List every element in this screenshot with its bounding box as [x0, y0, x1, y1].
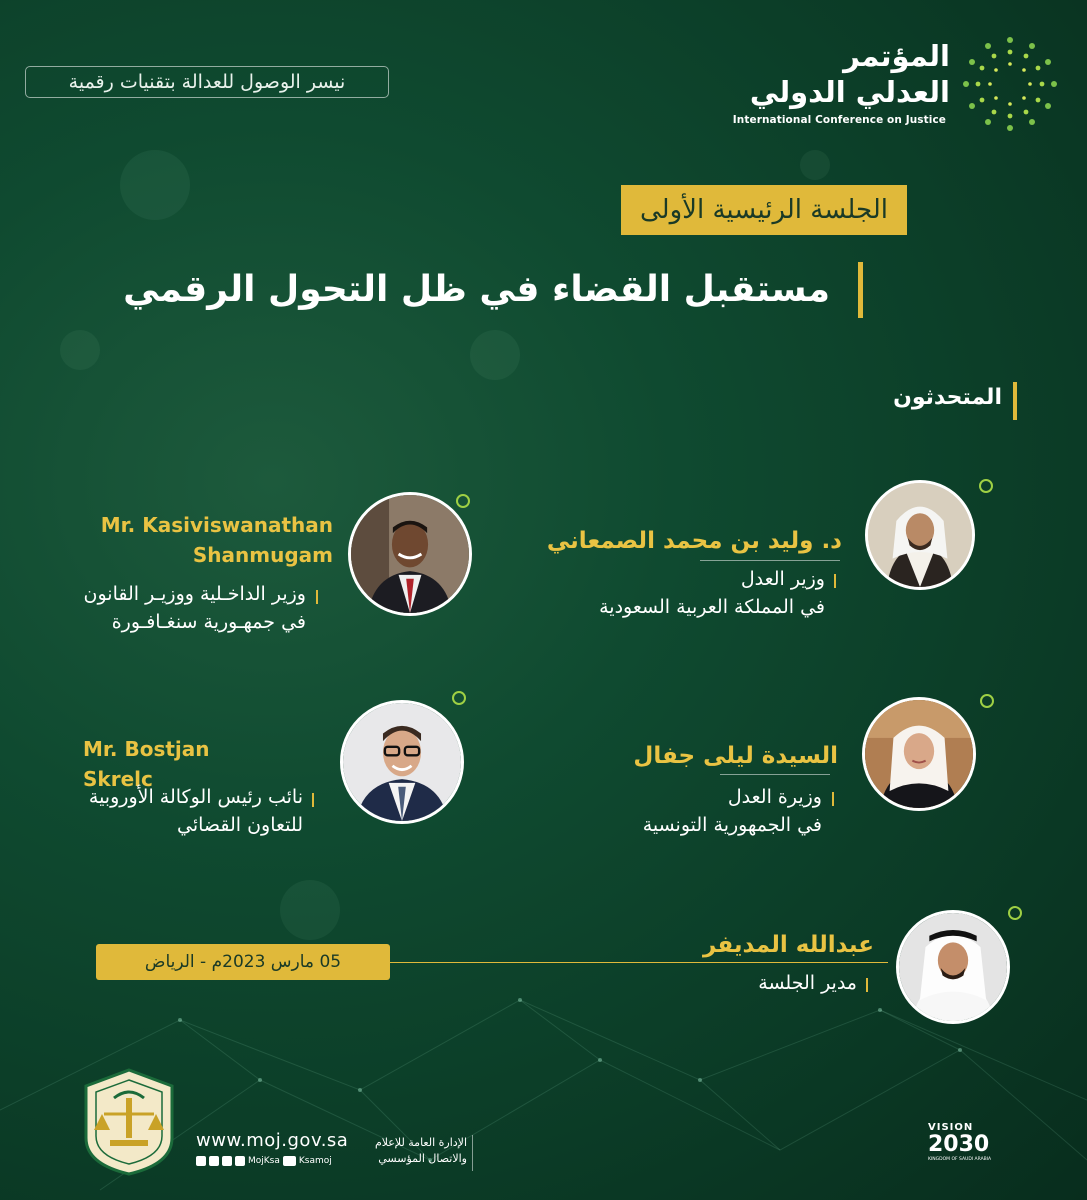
person-icon	[899, 913, 1007, 1021]
decorative-ring	[980, 694, 994, 708]
speaker-role	[84, 580, 306, 636]
speaker-role-line2: في الجمهورية التونسية	[642, 814, 822, 836]
conference-title-line1: المؤتمر	[843, 39, 950, 73]
speaker-role	[599, 565, 825, 621]
speakers-heading: المتحدثون	[893, 385, 1002, 410]
title-accent-bar	[858, 262, 863, 318]
vision-country: KINGDOM OF SAUDI ARABIA	[928, 1157, 992, 1162]
role-accent-bar	[312, 793, 314, 807]
vision-year: 2030	[928, 1132, 990, 1157]
speaker-role-line1: وزيرة العدل	[727, 786, 822, 808]
snapchat-icon[interactable]	[222, 1156, 232, 1166]
tagline-box: نيسر الوصول للعدالة بتقنيات رقمية	[25, 66, 389, 98]
ministry-emblem-icon	[80, 1068, 178, 1176]
bokeh-circle	[800, 150, 830, 180]
conference-title-line2: العدلي الدولي	[749, 75, 950, 109]
speaker-role	[643, 783, 822, 839]
speaker-name: السيدة ليلى جفال	[633, 743, 838, 769]
role-accent-bar	[832, 792, 834, 806]
instagram-icon[interactable]	[209, 1156, 219, 1166]
decorative-ring	[456, 494, 470, 508]
role-accent-bar	[316, 590, 318, 604]
department-line1: الإدارة العامة للإعلام	[374, 1136, 467, 1149]
vision-2030-icon	[928, 1122, 1006, 1182]
conference-title	[750, 38, 950, 110]
website-link[interactable]: www.moj.gov.sa	[196, 1130, 349, 1151]
speaker-role-line1: وزير العدل	[740, 568, 825, 590]
speaker-photo	[865, 480, 975, 590]
moderator-role: مدير الجلسة	[758, 972, 857, 994]
speaker-name-line1: Mr. Kasiviswanathan	[100, 513, 333, 537]
department-name	[374, 1135, 467, 1167]
decorative-ring	[1008, 906, 1022, 920]
bokeh-circle	[120, 150, 190, 220]
session-title: مستقبل القضاء في ظل التحول الرقمي	[123, 269, 830, 310]
speaker-role	[89, 783, 303, 839]
name-underline	[700, 560, 840, 561]
vision-label: VISION	[928, 1122, 974, 1133]
department-line2: والاتصال المؤسسي	[378, 1152, 467, 1165]
person-icon	[865, 700, 973, 808]
speaker-role-line2: في المملكة العربية السعودية	[599, 596, 825, 618]
speaker-photo	[340, 700, 464, 824]
role-accent-bar	[834, 574, 836, 588]
speaker-name: Mr. Bostjan Skrelc	[83, 737, 210, 791]
speaker-photo	[862, 697, 976, 811]
bokeh-circle	[470, 330, 520, 380]
speaker-role-line2: في جمهـورية سنغـافـورة	[111, 611, 306, 633]
person-icon	[868, 483, 972, 587]
speaker-role-line1: وزير الداخـلية ووزيـر القانون	[83, 583, 306, 605]
bokeh-circle	[60, 330, 100, 370]
role-accent-bar	[866, 978, 868, 992]
social-links	[196, 1156, 332, 1166]
date-connector-line	[390, 962, 888, 963]
moderator-photo	[896, 910, 1010, 1024]
social-handle: MojKsa	[248, 1156, 280, 1166]
footer-divider	[472, 1135, 473, 1171]
decorative-ring	[979, 479, 993, 493]
linkedin-icon[interactable]	[235, 1156, 245, 1166]
speaker-name-line2: Shanmugam	[192, 543, 333, 567]
twitter-icon[interactable]	[196, 1156, 206, 1166]
person-icon	[351, 495, 469, 613]
social-handle: Ksamoj	[298, 1156, 332, 1166]
speaker-role-line2: للتعاون القضائي	[176, 814, 303, 836]
speaker-name: د. وليد بن محمد الصمعاني	[546, 528, 842, 554]
speaker-role-line1: نائب رئيس الوكالة الأوروبية	[88, 786, 303, 808]
session-label: الجلسة الرئيسية الأولى	[621, 185, 907, 235]
moderator-name: عبدالله المديفر	[703, 932, 874, 958]
conference-subtitle: International Conference on Justice	[732, 114, 946, 126]
speaker-name	[83, 510, 333, 570]
bokeh-circle	[280, 880, 340, 940]
name-underline	[720, 774, 830, 775]
speaker-photo	[348, 492, 472, 616]
conference-logo-icon	[960, 34, 1060, 134]
decorative-ring	[452, 691, 466, 705]
date-location-badge: 05 مارس 2023م - الرياض	[96, 944, 390, 980]
speakers-accent-bar	[1013, 382, 1017, 420]
youtube-icon[interactable]	[283, 1156, 296, 1166]
person-icon	[343, 703, 461, 821]
